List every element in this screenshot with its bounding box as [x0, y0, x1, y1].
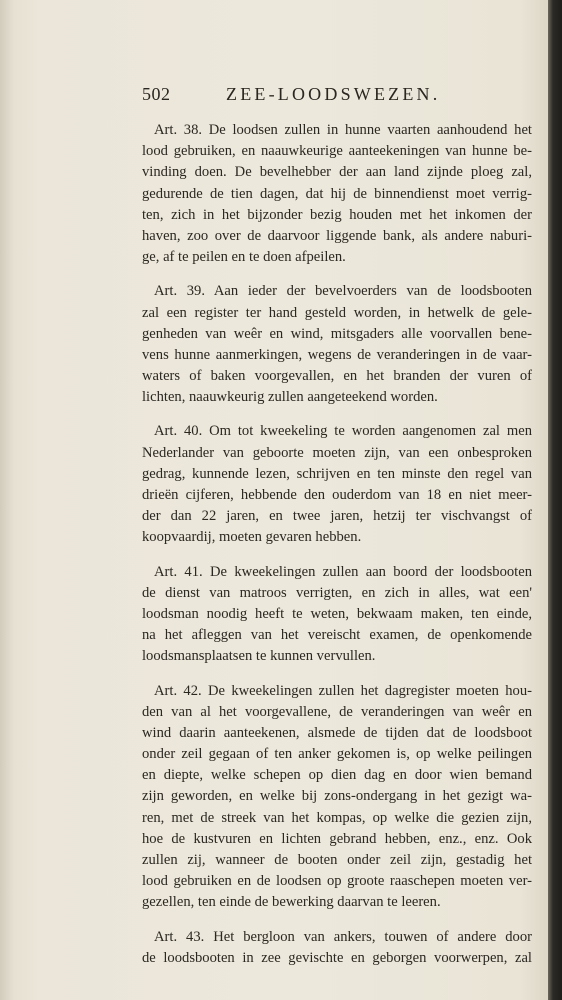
text-line: gedurende de tien dagen, dat hij de binnendienst moet verrig-	[142, 185, 532, 202]
text-line: ten, zich in het bijzonder bezig houden met het inkomen der	[142, 206, 532, 223]
book-spine-edge	[548, 0, 562, 1000]
text-line: waters of baken voorgevallen, en het branden der vuren of	[142, 368, 532, 385]
text-line: Nederlander van geboorte moeten zijn, van een onbesproken	[142, 444, 532, 461]
article-41	[142, 562, 532, 668]
article-39	[142, 281, 532, 408]
text-line: ren, met de streek van het kompas, op welke die gezien zijn,	[142, 809, 532, 826]
text-line: de loodsbooten in zee gevischte en geborgen voorwerpen, zal	[142, 949, 532, 966]
text-line: en diepte, welke schepen op dien dag en door wien bemand	[142, 767, 532, 784]
text-line: koopvaardij, moeten gevaren hebben.	[142, 529, 362, 546]
text-line: lichten, naauwkeurig zullen aangeteekend worden.	[142, 389, 438, 406]
page-number: 502	[142, 84, 171, 104]
text-line: gedrag, kunnende lezen, schrijven en ten minste den regel van	[142, 465, 532, 482]
text-line: vens hunne aanmerkingen, wegens de veranderingen in de vaar-	[142, 346, 532, 363]
article-38	[142, 120, 532, 268]
article-43	[142, 927, 532, 969]
text-line: genheden van weêr en wind, mitsgaders alle voorvallen bene-	[142, 325, 532, 342]
text-line: Art. 43. Het bergloon van ankers, touwen of andere door	[154, 928, 532, 945]
text-line: de dienst van matroos verrigten, en zich in alles, wat een'	[142, 584, 532, 601]
text-line: zijn geworden, en welke bij zons-ondergang in het gezigt wa-	[142, 788, 532, 805]
text-line: lood gebruiken, en naauwkeurige aanteekeningen van hunne be-	[142, 143, 532, 160]
text-line: lood gebruiken en de loodsen op groote raaschepen moeten ver-	[142, 873, 532, 890]
text-line: gezellen, ten einde de bewerking daarvan te leeren.	[142, 894, 441, 911]
text-line: Art. 40. Om tot kweekeling te worden aangenomen zal men	[154, 423, 532, 440]
text-line: drieën cijferen, hebbende den ouderdom van 18 en niet meer-	[142, 487, 532, 503]
text-line: wind daarin aanteekenen, alsmede de tijden dat de loodsboot	[142, 724, 532, 741]
text-line: haven, zoo over de daarvoor liggende bank, als andere naburi-	[142, 227, 532, 244]
text-line: der dan 22 jaren, en twee jaren, hetzij ter vischvangst of	[142, 508, 532, 525]
text-line: vinding doen. De bevelhebber der aan land zijnde ploeg zal,	[142, 164, 532, 181]
text-line: zal een register ter hand gesteld worden, in hetwelk de gele-	[142, 304, 532, 321]
text-line: onder zeil gegaan of ten anker gekomen is, op welke peilingen	[142, 746, 532, 763]
text-line: den van al het voorgevallene, de veranderingen van weêr en	[142, 703, 532, 720]
article-42	[142, 681, 532, 914]
text-line: zullen zij, wanneer de booten onder zeil zijn, gestadig het	[142, 852, 532, 868]
text-line: loodsmansplaatsen te kunnen vervullen.	[142, 648, 376, 665]
text-line: Art. 39. Aan ieder der bevelvoerders van de loodsbooten	[154, 283, 532, 300]
page-header	[142, 84, 452, 110]
text-line: ge, af te peilen en te doen afpeilen.	[142, 249, 346, 266]
article-40	[142, 421, 532, 548]
body-text	[142, 120, 532, 982]
text-line: Art. 38. De loodsen zullen in hunne vaarten aanhoudend het	[154, 122, 532, 138]
text-line: Art. 41. De kweekelingen zullen aan boord der loodsbooten	[154, 563, 532, 580]
text-line: loodsman noodig heeft te weten, bekwaam maken, ten einde,	[142, 605, 532, 622]
running-title: ZEE-LOODSWEZEN.	[226, 84, 441, 104]
text-line: hoe de kustvuren en lichten gebrand hebben, enz., enz. Ook	[142, 830, 532, 847]
text-line: Art. 42. De kweekelingen zullen het dagregister moeten hou-	[154, 682, 532, 699]
text-line: na het afleggen van het vereischt examen, de openkomende	[142, 627, 532, 644]
